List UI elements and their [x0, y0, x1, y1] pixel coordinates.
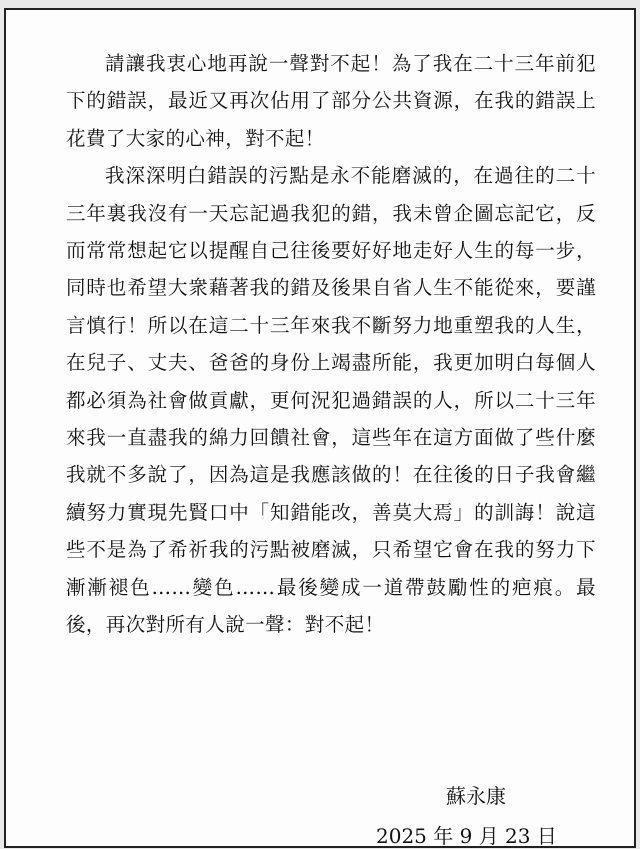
signature-name: 蘇永康 [446, 784, 506, 808]
letter-paragraph-1: 請讓我衷心地再說一聲對不起！為了我在二十三年前犯下的錯誤，最近又再次佔用了部分公共資源，在我的錯誤上花費了大家的心神，對不起！ [66, 52, 596, 150]
letter-paragraph-2: 我深深明白錯誤的污點是永不能磨滅的，在過往的二十三年裏我沒有一天忘記過我犯的錯，我未曾企圖忘記它，反而常常想起它以提醒自己往後要好好地走好人生的每一步，同時也希望大衆藉著我的錯及後果自省人生不能從來，要謹言慎行！所以在這二十三年來我不斷努力地重塑我的人生，在兒子、丈夫、爸爸的身份上竭盡所能，我更加明白每個人都必須為社會做貢獻，更何況犯過錯誤的人，所以二十三年來我一直盡我的綿力回饋社會，這些年在這方面做了些什麼我就不多說了，因為這是我應該做的！在往後的日子我會繼續努力實現先賢口中「知錯能改，善莫大焉」的訓誨！說這些不是為了希祈我的污點被磨滅，只希望它會在我的努力下漸漸褪色……變色……最後變成一道帶鼓勵性的疤痕。最後，再次對所有人說一聲：對不起！ [66, 164, 596, 637]
letter-body [66, 45, 596, 644]
letter-page [4, 8, 636, 848]
signature-date: 2025 年 9 月 23 日 [376, 824, 557, 848]
